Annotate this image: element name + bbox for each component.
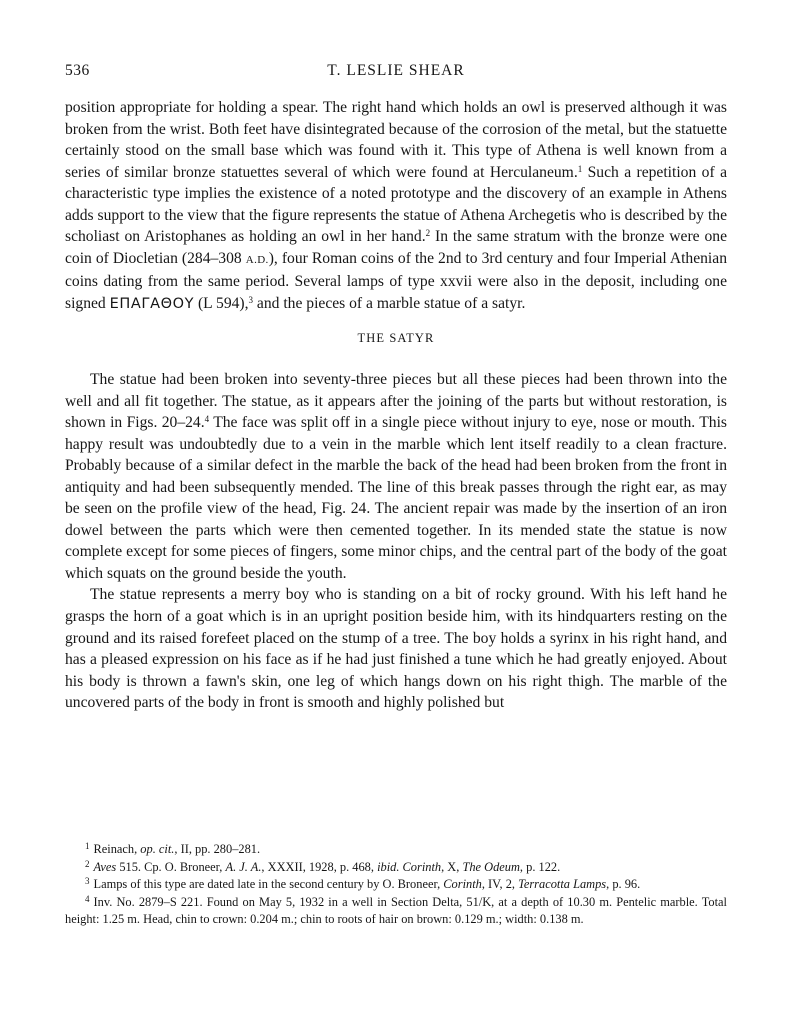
footnote-3: $^3$ Lamps of this type are dated late in the second century by O. Broneer, Corinth, IV, 2, Terracotta Lamps, p. 96.: [85, 876, 641, 892]
running-head: [65, 62, 727, 84]
footnote-ref: 2: [425, 228, 431, 239]
author-title: T. LESLIE SHEAR: [327, 62, 465, 79]
footnote-ref: 4: [204, 414, 210, 425]
footnote-2: $^2$ Aves 515. Cp. O. Broneer, A. J. A., XXXII, 1928, p. 468, ibid. Corinth, X, The Odeum, p. 122.: [85, 858, 561, 874]
continued-paragraph: position appropriate for holding a spear. The right hand which holds an owl is preserved although it was broken from the wrist. Both feet have disintegrated because of the corrosion of the metal, but the statuette certainly stood on the small base which was found with it. This type of Athena is well known from a series of similar bronze statuettes several of which were found at Herculaneum.$^1$ Such a repetition of a characteristic type implies the existence of a noted prototype and the discovery of an example in Athens adds support to the view that the figure represents the statue of Athena Archegetis who is described by the scholiast on Aristophanes as holding an owl in her hand.$^2$ In the same stratum with the bronze were one coin of Diocletian (284–308 A.D.), four Roman coins of the 2nd to 3rd century and four Imperial Athenian coins dating from the same period. Several lamps of type xxvii were also in the deposit, including one signed ΕΠΑΓΑΘΟΥ (L 594),$^3$ and the pieces of a marble statue of a satyr.: [65, 99, 727, 312]
footnote-4: $^4$ Inv. No. 2879–S 221. Found on May 5, 1932 in a well in Section Delta, 51/K, at a depth of 10.30 m. Pentelic marble. Total height: 1.25 m. Head, chin to crown: 0.204 m.; chin to roots of hair on brown: 0.129 m.; width: 0.138 m.: [65, 893, 727, 927]
paragraph-satyr-condition: The statue had been broken into seventy-three pieces but all these pieces had been thrown into the well and all fit together. The statue, as it appears after the joining of the parts but without restoration, is shown in Figs. 20–24.$^4$ The face was split off in a single piece without injury to eye, nose or mouth. This happy result was undoubtedly due to a vein in the marble which lent itself readily to a clean fracture. Probably because of a similar defect in the marble the back of the head had been broken from the front in antiquity and had been subsequently mended. The line of this break passes through the right ear, as may be seen on the profile view of the head, Fig. 24. The ancient repair was made by the insertion of an iron dowel between the parts which were then cemented together. In its mended state the statue is now complete except for some pieces of fingers, some minor chips, and the central part of the body of the goat which squats on the ground beside the youth.: [65, 371, 727, 582]
paragraph-satyr-description: The statue represents a merry boy who is standing on a bit of rocky ground. With his left hand he grasps the horn of a goat which is in an upright position beside him, with its hindquarters resting on the ground and its raised forefeet placed on the stump of a tree. The boy holds a syrinx in his right hand, and has a pleased expression on his face as if he had just finished a tune which he had greatly enjoyed. About his body is thrown a fawn's skin, one leg of which hangs down on his right thigh. The marble of the uncovered parts of the body in front is smooth and highly polished but: [65, 586, 727, 712]
footnote-ref: 1: [577, 163, 583, 174]
body-text: [65, 97, 727, 714]
small-caps-ad: A.D.: [245, 253, 269, 266]
greek-inscription: ΕΠΑΓΑΘΟΥ: [109, 295, 195, 312]
footnote-1: $^1$ Reinach, op. cit., II, pp. 280–281.: [85, 841, 261, 856]
footnote-ref: 3: [248, 294, 254, 305]
page-number: 536: [65, 62, 90, 79]
footnotes: [65, 841, 727, 929]
section-heading: THE SATYR: [357, 331, 435, 346]
